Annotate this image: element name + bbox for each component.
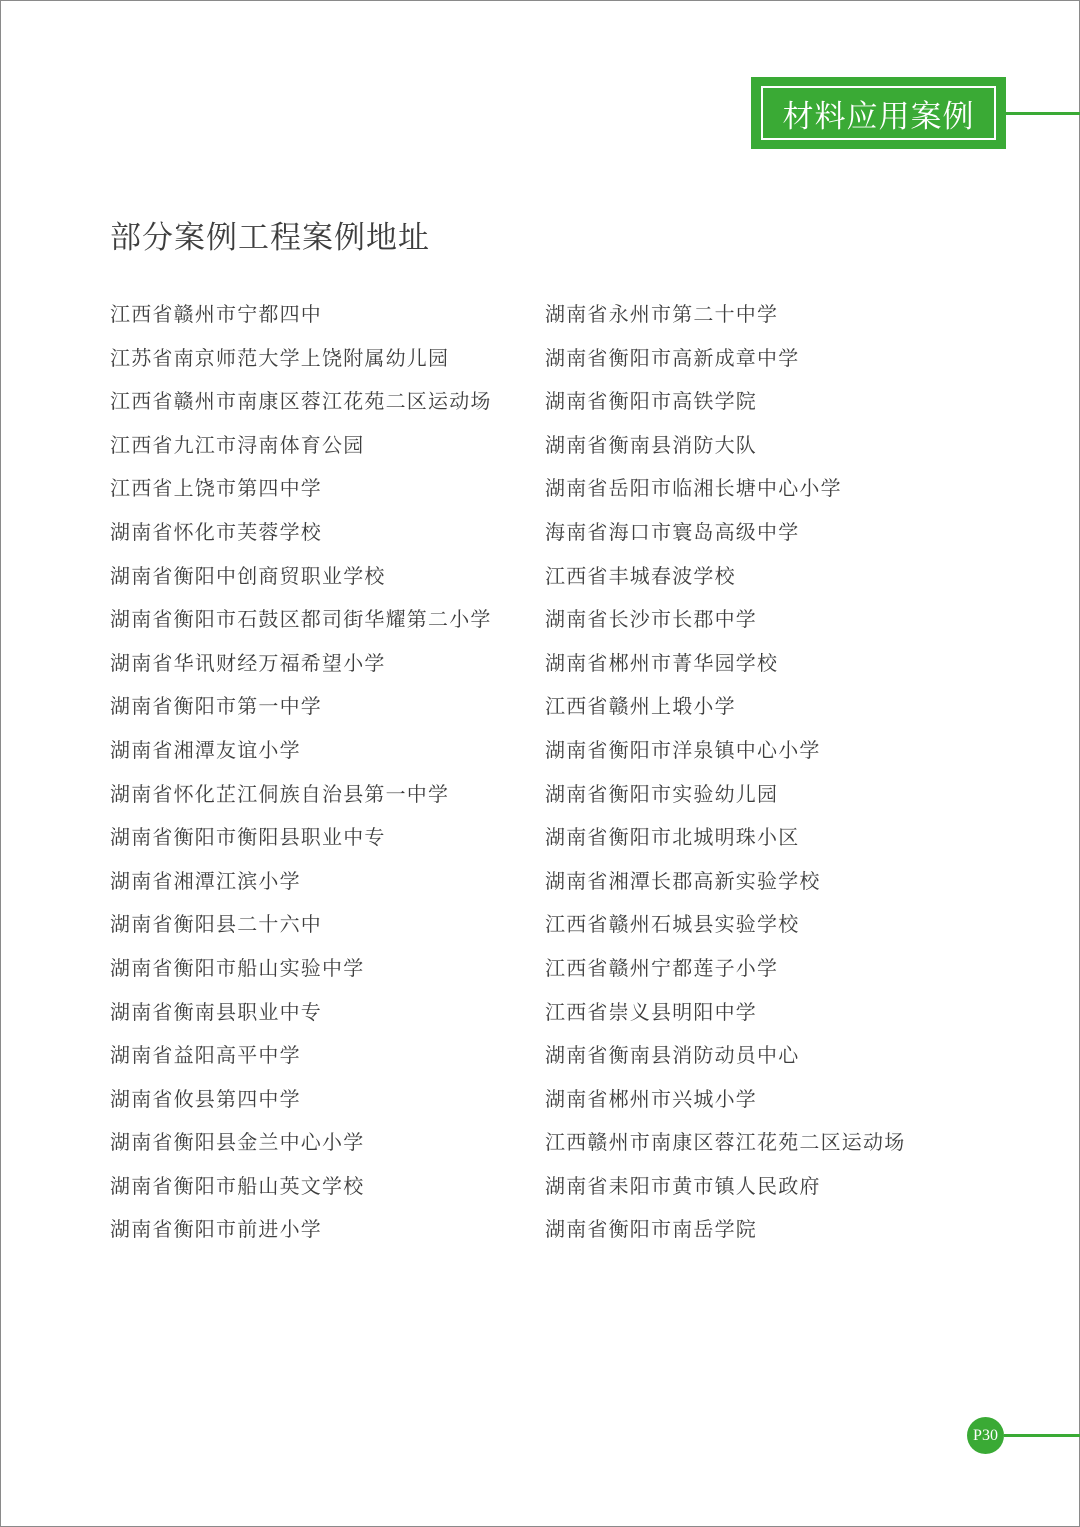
list-item: 湖南省长沙市长郡中学 xyxy=(545,607,757,632)
list-item: 湖南省衡阳市北城明珠小区 xyxy=(545,825,800,850)
page-number-badge: P30 xyxy=(967,1417,1004,1454)
header-rule xyxy=(1006,112,1080,115)
list-item: 湖南省衡南县消防动员中心 xyxy=(545,1043,800,1068)
list-item: 湖南省衡阳市实验幼儿园 xyxy=(545,781,779,806)
section-tag xyxy=(751,77,1006,149)
list-item: 湖南省衡阳县二十六中 xyxy=(110,912,322,937)
list-item: 海南省海口市寰岛高级中学 xyxy=(545,519,800,544)
section-tag-label: 材料应用案例 xyxy=(761,86,996,140)
list-item: 湖南省衡阳市高铁学院 xyxy=(545,389,757,414)
list-item: 江西省崇义县明阳中学 xyxy=(545,999,757,1024)
list-item: 湖南省攸县第四中学 xyxy=(110,1086,301,1111)
list-item: 江西省丰城春波学校 xyxy=(545,563,736,588)
list-item: 江西省赣州石城县实验学校 xyxy=(545,912,800,937)
list-item: 湖南省益阳高平中学 xyxy=(110,1043,301,1068)
list-item: 江西赣州市南康区蓉江花苑二区运动场 xyxy=(545,1130,906,1155)
list-item: 湖南省郴州市兴城小学 xyxy=(545,1086,757,1111)
list-item: 湖南省衡南县职业中专 xyxy=(110,999,322,1024)
case-list-left xyxy=(110,296,492,1255)
list-item: 湖南省郴州市菁华园学校 xyxy=(545,650,779,675)
list-item: 江西省上饶市第四中学 xyxy=(110,476,322,501)
list-item: 湖南省衡阳市船山实验中学 xyxy=(110,955,365,980)
list-item: 江西省赣州市南康区蓉江花苑二区运动场 xyxy=(110,389,492,414)
list-item: 湖南省衡阳市前进小学 xyxy=(110,1217,322,1242)
list-item: 湖南省耒阳市黄市镇人民政府 xyxy=(545,1173,821,1198)
list-item: 湖南省衡阳市洋泉镇中心小学 xyxy=(545,737,821,762)
list-item: 湖南省衡阳市第一中学 xyxy=(110,694,322,719)
list-item: 湖南省湘潭友谊小学 xyxy=(110,737,301,762)
list-item: 湖南省湘潭江滨小学 xyxy=(110,868,301,893)
list-item: 湖南省衡阳中创商贸职业学校 xyxy=(110,563,386,588)
list-item: 湖南省华讯财经万福希望小学 xyxy=(110,650,386,675)
list-item: 湖南省岳阳市临湘长塘中心小学 xyxy=(545,476,842,501)
list-item: 湖南省衡阳县金兰中心小学 xyxy=(110,1130,365,1155)
list-item: 湖南省衡南县消防大队 xyxy=(545,432,757,457)
list-item: 江苏省南京师范大学上饶附属幼儿园 xyxy=(110,345,450,370)
footer-rule xyxy=(1004,1434,1080,1437)
list-item: 湖南省永州市第二十中学 xyxy=(545,302,779,326)
list-item: 江西省赣州上塅小学 xyxy=(545,694,736,719)
list-item: 湖南省怀化芷江侗族自治县第一中学 xyxy=(110,781,450,806)
list-item: 江西省九江市浔南体育公园 xyxy=(110,432,365,457)
list-item: 江西省赣州宁都莲子小学 xyxy=(545,955,779,980)
list-item: 湖南省衡阳市南岳学院 xyxy=(545,1217,757,1242)
list-item: 湖南省衡阳市石鼓区都司街华耀第二小学 xyxy=(110,607,492,632)
list-item: 湖南省衡阳市衡阳县职业中专 xyxy=(110,825,386,850)
list-item: 湖南省衡阳市船山英文学校 xyxy=(110,1173,365,1198)
list-item: 江西省赣州市宁都四中 xyxy=(110,302,322,326)
list-item: 湖南省怀化市芙蓉学校 xyxy=(110,519,322,544)
case-list-right xyxy=(545,296,905,1255)
list-item: 湖南省衡阳市高新成章中学 xyxy=(545,345,800,370)
page-title: 部分案例工程案例地址 xyxy=(110,220,430,256)
list-item: 湖南省湘潭长郡高新实验学校 xyxy=(545,868,821,893)
